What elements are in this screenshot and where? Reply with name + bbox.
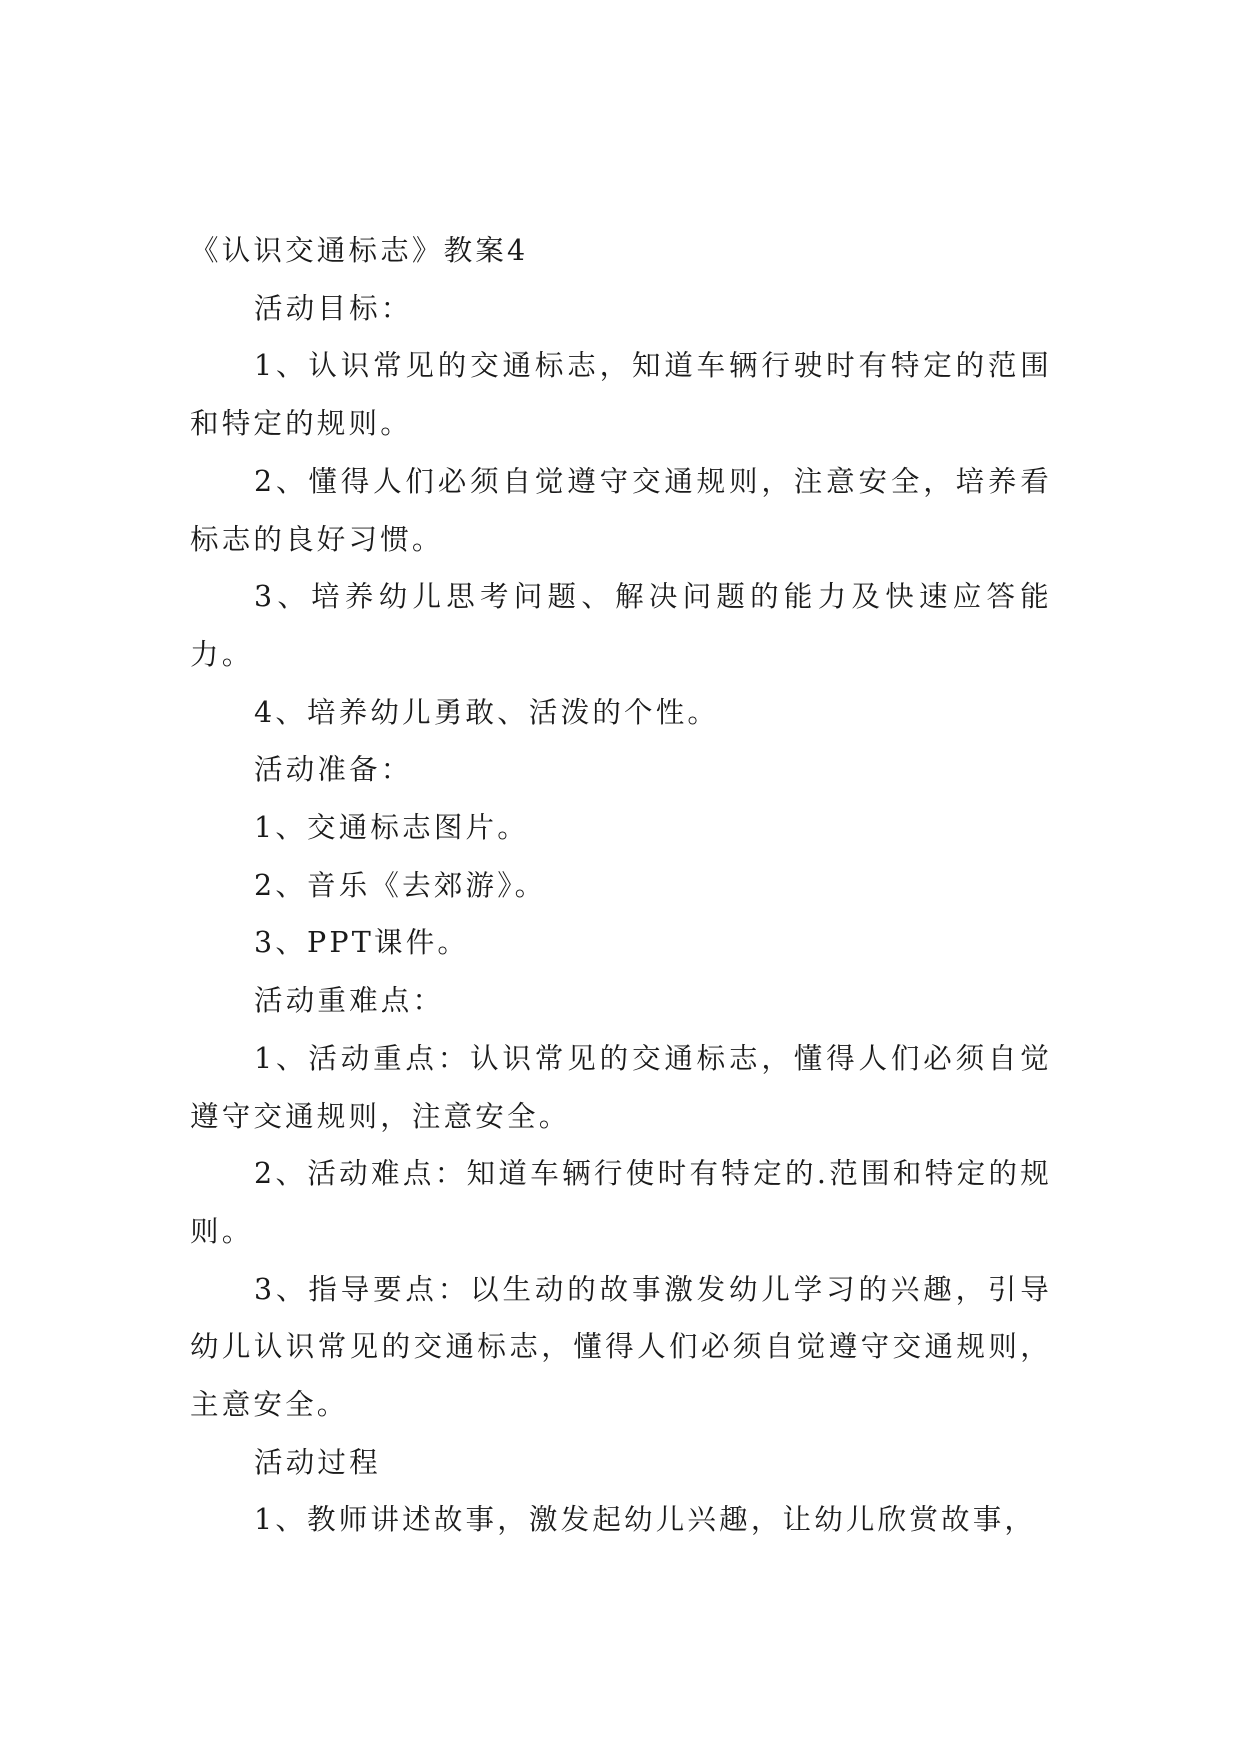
paragraph: 4、培养幼儿勇敢、活泼的个性。 (254, 695, 720, 729)
section-heading-key-points: 活动重难点： (254, 984, 445, 1018)
paragraph: 1、活动重点：认识常见的交通标志，懂得人们必须自觉遵守交通规则，注意安全。 (190, 1041, 1052, 1133)
paragraph: 2、活动难点：知道车辆行使时有特定的.范围和特定的规则。 (190, 1157, 1052, 1248)
paragraph: 2、懂得人们必须自觉遵守交通规则，注意安全，培养看标志的良好习惯。 (190, 464, 1052, 556)
paragraph: 3、指导要点：以生动的故事激发幼儿学习的兴趣，引导幼儿认识常见的交通标志，懂得人们必须自觉遵守交通规则，主意安全。 (190, 1272, 1052, 1422)
paragraph: 1、认识常见的交通标志，知道车辆行驶时有特定的范围和特定的规则。 (190, 349, 1052, 441)
paragraph: 1、教师讲述故事，激发起幼儿兴趣，让幼儿欣赏故事， (254, 1503, 1037, 1537)
section-heading-process: 活动过程 (254, 1445, 381, 1479)
document-title: 《认识交通标志》教案4 (190, 234, 529, 267)
section-heading-objectives: 活动目标： (254, 291, 413, 325)
paragraph: 3、PPT课件。 (254, 926, 470, 960)
section-heading-preparation: 活动准备： (254, 753, 413, 787)
paragraph: 1、交通标志图片。 (254, 811, 529, 845)
paragraph: 3、培养幼儿思考问题、解决问题的能力及快速应答能力。 (190, 580, 1052, 671)
paragraph: 2、音乐《去郊游》。 (254, 868, 547, 902)
document-body (190, 222, 1052, 1549)
